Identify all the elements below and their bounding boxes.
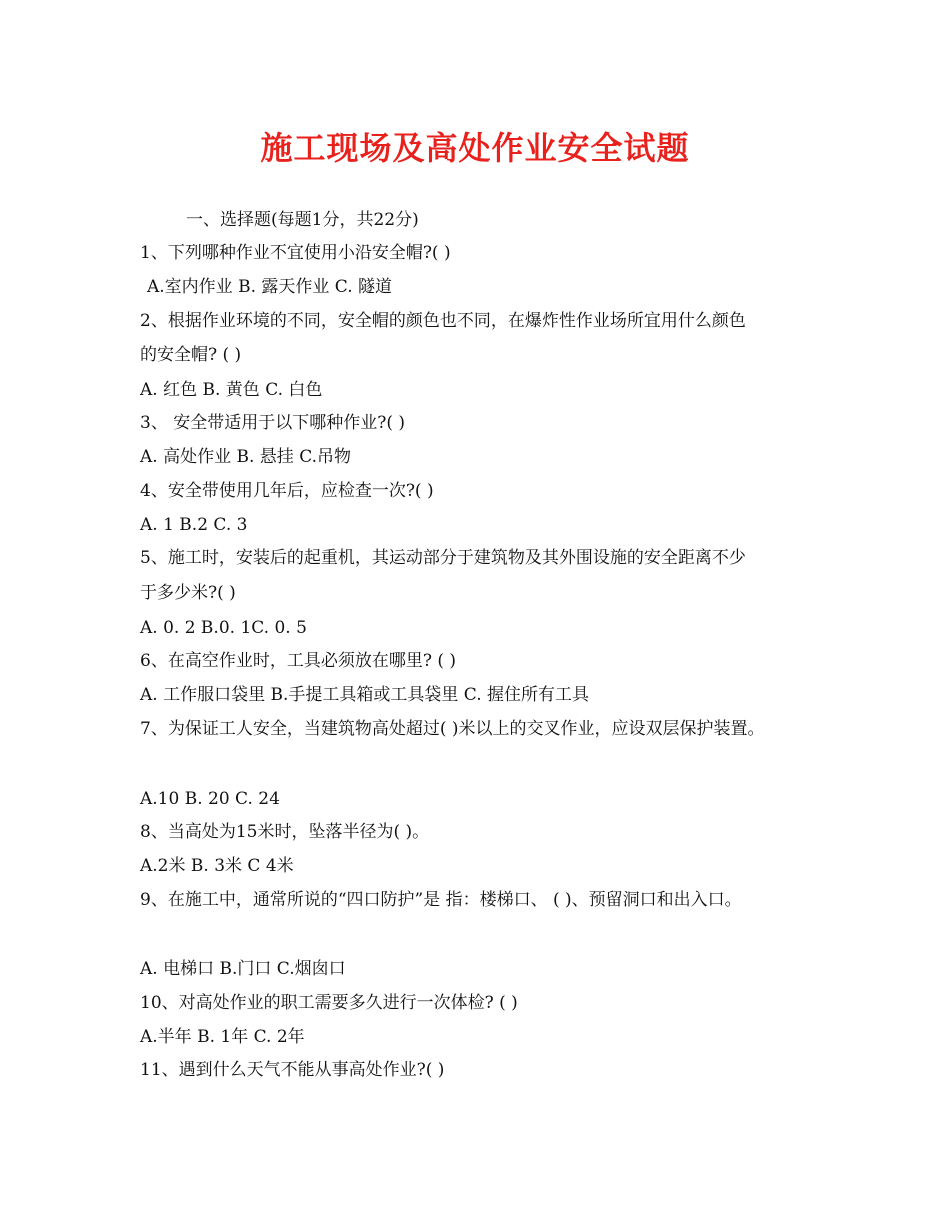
- question-8: 8、当高处为15米时，坠落半径为( )。: [140, 822, 430, 842]
- question-5-line-1: 5、施工时，安装后的起重机，其运动部分于建筑物及其外围设施的安全距离不少: [140, 548, 746, 568]
- options-6: A. 工作服口袋里 B.手提工具箱或工具袋里 C. 握住所有工具: [140, 685, 589, 705]
- question-4: 4、安全带使用几年后，应检查一次?( ): [140, 481, 434, 501]
- question-10: 10、对高处作业的职工需要多久进行一次体检? ( ): [140, 993, 518, 1013]
- question-5-line-2: 于多少米?( ): [140, 583, 236, 603]
- options-9: A. 电梯口 B.门口 C.烟囱口: [140, 959, 346, 979]
- question-11: 11、遇到什么天气不能从事高处作业?( ): [140, 1060, 445, 1080]
- question-1: 1、下列哪种作业不宜使用小沿安全帽?( ): [140, 243, 451, 263]
- options-1: A.室内作业 B. 露天作业 C. 隧道: [147, 277, 392, 297]
- options-2: A. 红色 B. 黄色 C. 白色: [140, 380, 323, 400]
- options-7: A.10 B. 20 C. 24: [140, 789, 280, 809]
- question-7: 7、为保证工人安全，当建筑物高处超过( )米以上的交叉作业，应设双层保护装置。: [140, 719, 765, 739]
- options-8: A.2米 B. 3米 C 4米: [140, 856, 294, 876]
- options-3: A. 高处作业 B. 悬挂 C.吊物: [140, 447, 351, 467]
- options-4: A. 1 B.2 C. 3: [140, 515, 248, 535]
- question-9: 9、在施工中，通常所说的“四口防护”是 指：楼梯口、 ( )、预留洞口和出入口。: [140, 890, 742, 910]
- options-5: A. 0. 2 B.0. 1C. 0. 5: [140, 618, 307, 638]
- options-10: A.半年 B. 1年 C. 2年: [140, 1027, 305, 1047]
- section-heading: 一、选择题(每题1分，共22分): [186, 210, 419, 230]
- question-3: 3、 安全带适用于以下哪种作业?( ): [140, 413, 406, 433]
- question-2-line-2: 的安全帽? ( ): [140, 345, 242, 365]
- document-title: 施工现场及高处作业安全试题: [260, 129, 690, 167]
- question-6: 6、在高空作业时，工具必须放在哪里? ( ): [140, 651, 457, 671]
- question-2-line-1: 2、根据作业环境的不同，安全帽的颜色也不同，在爆炸性作业场所宜用什么颜色: [140, 311, 746, 331]
